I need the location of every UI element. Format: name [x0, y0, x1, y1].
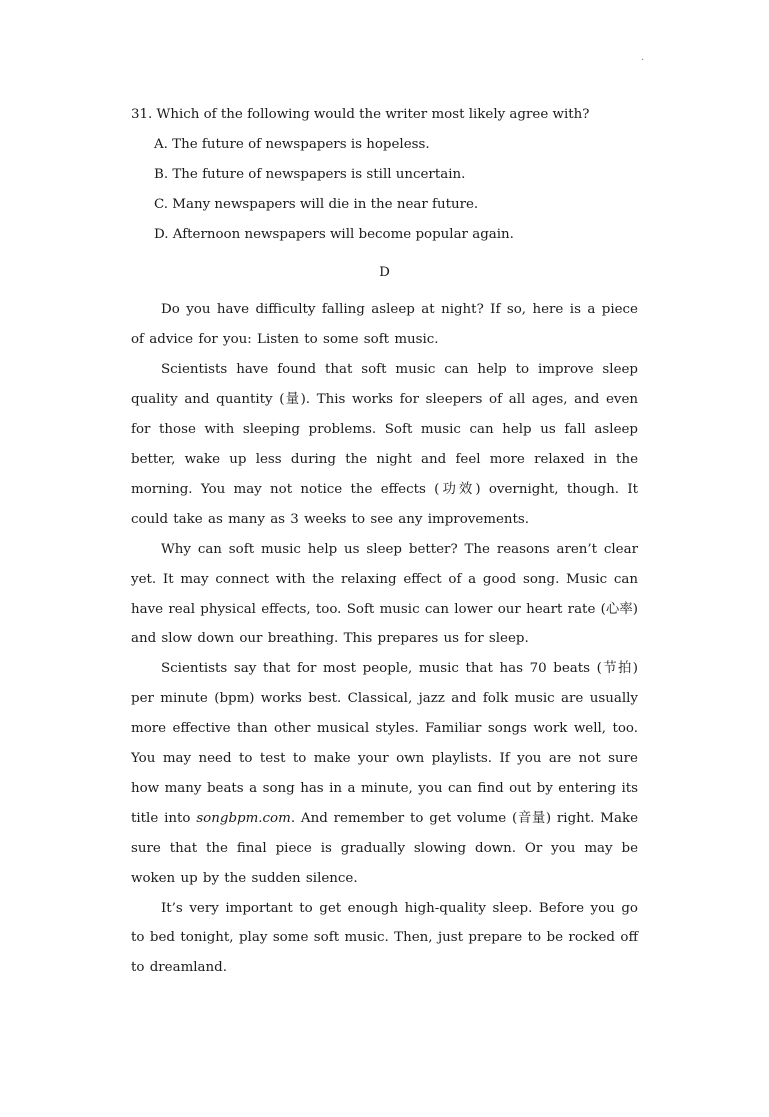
option-a: A. The future of newspapers is hopeless. — [154, 136, 430, 152]
option-c: C. Many newspapers will die in the near future. — [154, 196, 479, 212]
paragraph-4-before: Scientists say that for most people, music that has 70 beats (节拍) per minute (bpm) works best. Classical, jazz and folk music are usually more effective than other musical styles. Familiar songs work well, too. You may need to test to make your own playlists. If you are not sure how many beats a song has in a minute, you can find out by entering its title into — [131, 661, 638, 826]
paragraph-1: Do you have difficulty falling asleep at night? If so, here is a piece of advice for you: Listen to some soft music. — [131, 302, 638, 348]
question-31: 31. Which of the following would the writer most likely agree with? — [131, 107, 590, 122]
document-page — [131, 100, 638, 983]
corner-mark: . — [641, 52, 645, 63]
paragraph-2: Scientists have found that soft music can help to improve sleep quality and quantity (量). This works for sleepers of all ages, and even for those with sleeping problems. Soft music can help us fall asleep better, wake up less during the night and feel more relaxed in the morning. You may not notice the effects (功效) overnight, though. It could take as many as 3 weeks to see any improvements. — [131, 362, 638, 527]
paragraph-4 — [131, 654, 638, 893]
option-b: B. The future of newspapers is still uncertain. — [154, 166, 466, 182]
section-label: D — [379, 264, 390, 280]
option-d: D. Afternoon newspapers will become popular again. — [154, 226, 514, 242]
paragraph-3: Why can soft music help us sleep better? The reasons aren’t clear yet. It may connect with the relaxing effect of a good song. Music can have real physical effects, too. Soft music can lower our heart rate (心率) and slow down our breathing. This prepares us for sleep. — [131, 541, 638, 647]
paragraph-5: It’s very important to get enough high-quality sleep. Before you go to bed tonight, play some soft music. Then, just prepare to be rocked off to dreamland. — [131, 900, 638, 976]
paragraph-4-after: . And remember to get volume (音量) right. Make sure that the final piece is gradually slowing down. Or you may be woken up by the sudden silence. — [131, 810, 638, 886]
website-reference: songbpm.com — [196, 810, 291, 826]
